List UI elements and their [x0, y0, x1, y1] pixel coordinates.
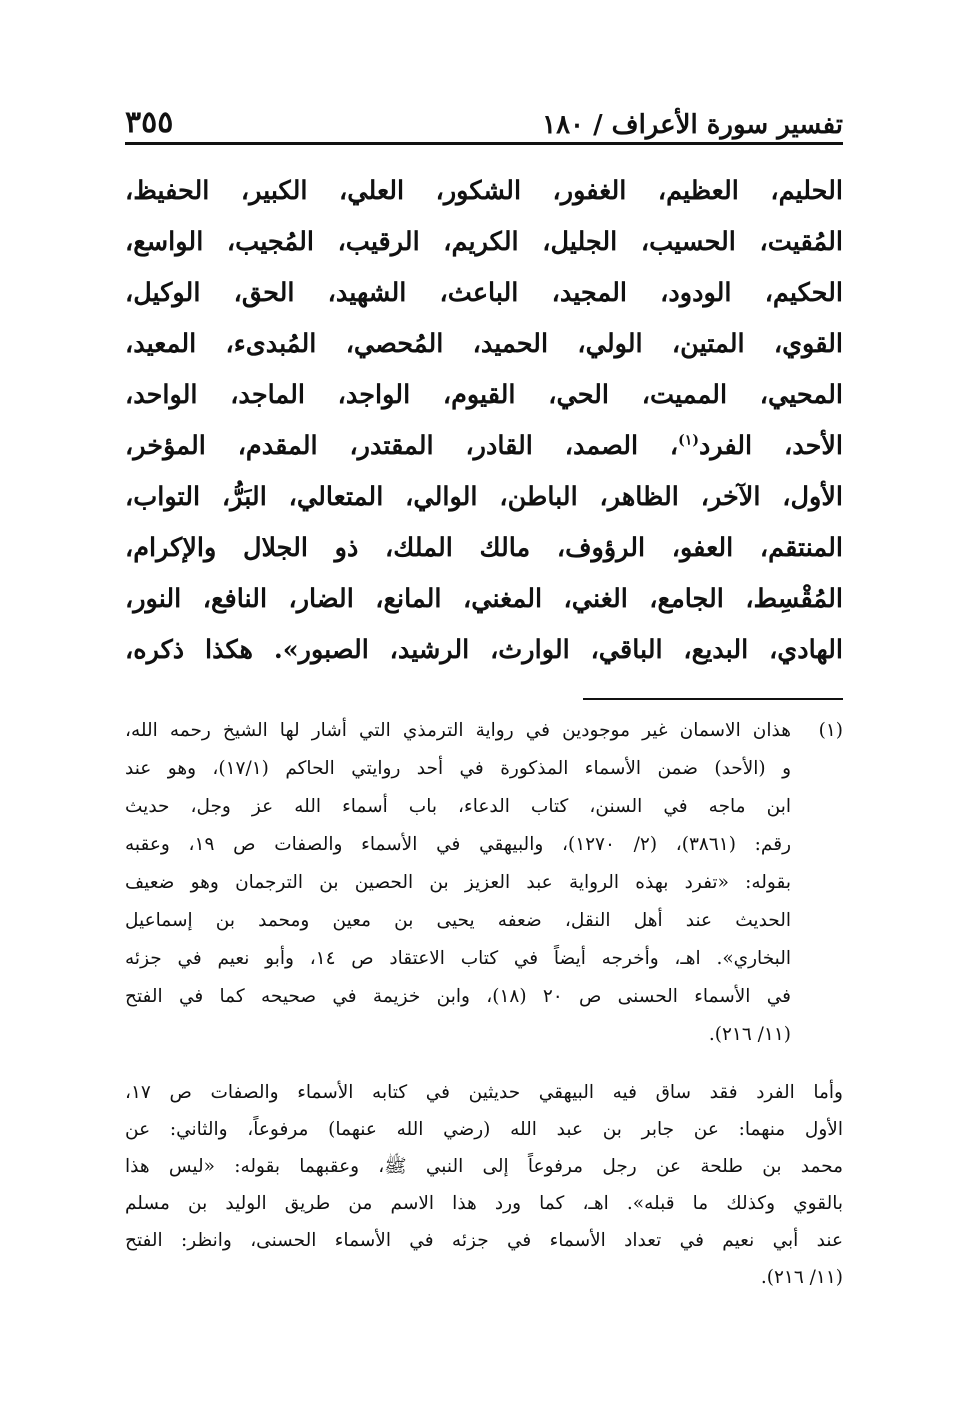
- running-title: تفسير سورة الأعراف / ١٨٠: [542, 110, 843, 140]
- footnote-line: الأول منهما: عن جابر بن عبد الله (رضي الله عنهما) مرفوعاً، والثاني: عن: [125, 1119, 843, 1140]
- footnote-line: رقم: (٣٨٦١)، (٢/ ١٢٧٠)، والبيهقي في الأسماء والصفات ص ١٩، وعقبه: [125, 834, 792, 855]
- footnote-line: (١١/ ٢١٦).: [760, 1267, 843, 1288]
- footnote-line: عند أبي نعيم في تعداد الأسماء في جزئه في الأسماء الحسنى، وانظر: الفتح: [125, 1230, 843, 1251]
- footnote-line: (١١/ ٢١٦).: [708, 1024, 791, 1045]
- footnote-line: في الأسماء الحسنى ص ٢٠ (١٨)، وابن خزيمة في صحيحه كما في الفتح: [125, 986, 791, 1007]
- text-line: الحليم، العظيم، الغفور، الشكور، العلي، الكبير، الحفيظ،: [125, 176, 843, 206]
- footnote-line: محمد بن طلحة عن رجل مرفوعاً إلى النبي ﷺ، وعقبهما بقوله: «ليس هذا: [125, 1156, 843, 1177]
- footnote-line: بقوله: «تفرد بهذه الرواية عبد العزيز بن الحصين بن الترجمان وهو ضعيف: [125, 872, 791, 893]
- text-line-with-note: [125, 421, 843, 472]
- page-number: ٣٥٥: [125, 105, 174, 140]
- text-line: المُقيت، الحسيب، الجليل، الكريم، الرقيب، المُجيب، الواسع،: [125, 227, 843, 257]
- footnote-reference[interactable]: (١): [678, 432, 699, 449]
- text-line: المحيي، المميت، الحي، القيوم، الواجد، الماجد، الواحد،: [125, 380, 843, 410]
- text-line: الحكيم، الودود، المجيد، الباعث، الشهيد، الحق، الوكيل،: [125, 278, 843, 308]
- footnote-paragraph: [125, 1074, 843, 1296]
- text-line: المُقْسِط، الجامع، الغني، المغني، المانع، الضار، النافع، النور،: [125, 584, 843, 614]
- footnote-paragraph: [125, 712, 843, 1054]
- footnote-line: الحديث عند أهل النقل، ضعفه يحيى بن معين ومحمد بن إسماعيل: [125, 910, 791, 931]
- footnote-line: البخاري». اهـ، وأخرجه أيضاً في كتاب الاعتقاد ص ١٤، وأبو نعيم في جزئه: [125, 948, 791, 969]
- main-text: [125, 166, 843, 676]
- footnote-line: وأما الفرد فقد ساق فيه البيهقي حديثين في كتابه الأسماء والصفات ص ١٧،: [125, 1082, 843, 1103]
- text-line: الأول، الآخر، الظاهر، الباطن، الوالي، المتعالي، البَرُّ، التواب،: [125, 482, 843, 512]
- text-line: الهادي، البديع، الباقي، الوارث، الرشيد، الصبور». هكذا ذكره،: [125, 635, 843, 665]
- page-header: [125, 92, 843, 140]
- text-line: القوي، المتين، الولي، الحميد، المُحصي، المُبدىء، المعيد،: [125, 329, 843, 359]
- header-rule: [125, 142, 843, 145]
- footnote-line: ابن ماجه في السنن، كتاب الدعاء، باب أسماء الله عز وجل، حديث: [125, 796, 791, 817]
- text-segment: ، الصمد، القادر، المقتدر، المقدم، المؤخر،: [125, 431, 679, 461]
- footnote-line: هذان الاسمان غير موجودين في رواية الترمذي التي أشار لها الشيخ رحمه الله،: [125, 720, 791, 741]
- text-line: المنتقم، العفو، الرؤوف، مالك الملك، ذو الجلال والإكرام،: [125, 533, 843, 563]
- footnote-line: و (الأحد) ضمن الأسماء المذكورة في أحد روايتي الحاكم (١٧/١)، وهو عند: [125, 758, 791, 779]
- footnote-separator: [583, 698, 843, 700]
- text-segment: الأحد، الفرد: [698, 431, 843, 461]
- footnote-marker: (١): [818, 720, 843, 741]
- footnote-line: بالقوي وكذلك ما قبله». اهـ، كما ورد هذا الاسم من طريق الوليد بن مسلم: [125, 1193, 843, 1214]
- footnote: [125, 712, 843, 1296]
